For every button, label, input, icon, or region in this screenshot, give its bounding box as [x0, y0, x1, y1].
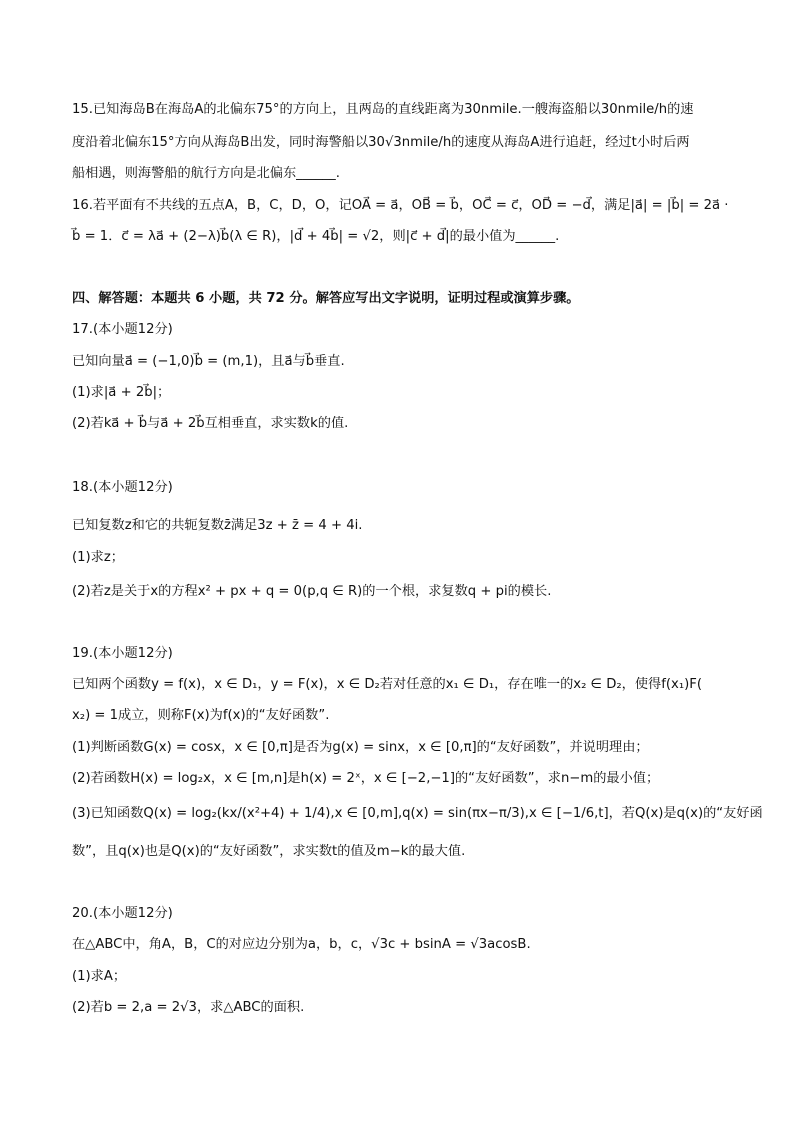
q18-line-3: (2)若z是关于x的方程x² + px + q = 0(p,q ∈ R)的一个根，求复数q + pi的模长. — [72, 584, 552, 599]
q15-line-2: 度沿着北偏东15°方向从海岛B出发，同时海警船以30√3nmile/h的速度从海岛A进行追赶，经过t小时后两 — [72, 135, 690, 150]
q19-heading: 19.(本小题12分) — [72, 646, 173, 661]
q20-heading: 20.(本小题12分) — [72, 906, 173, 921]
q19-line-4: (2)若函数H(x) = log₂x，x ∈ [m,n]是h(x) = 2ˣ，x ∈ [−2,−1]的“友好函数”，求n−m的最小值； — [72, 771, 660, 786]
q20-line-1: 在△ABC中，角A，B，C的对应边分别为a，b，c，√3c + bsinA = √3acosB. — [72, 937, 531, 952]
q16-line-1: 16.若平面有不共线的五点A，B，C，D，O，记OA⃗ = a⃗，OB⃗ = b⃗，OC⃗ = c⃗，OD⃗ = −d⃗，满足|a⃗| = |b⃗| = 2a⃗ · — [72, 198, 729, 213]
q16-line-2: b⃗ = 1．c⃗ = λa⃗ + (2−λ)b⃗(λ ∈ R)，|d⃗ + 4b⃗| = √2，则|c⃗ + d⃗|的最小值为______. — [72, 229, 560, 244]
q19-line-2: x₂) = 1成立，则称F(x)为f(x)的“友好函数”. — [72, 708, 330, 723]
q19-line-5: (3)已知函数Q(x) = log₂(kx/(x²+4) + 1/4),x ∈ [0,m],q(x) = sin(πx−π/3),x ∈ [−1/6,t]，若Q(x)是q(x)的“友好函 — [72, 806, 763, 821]
q18-line-1: 已知复数z和它的共轭复数z̄满足3z + z̄ = 4 + 4i. — [72, 518, 363, 533]
q15-line-1: 15.已知海岛B在海岛A的北偏东75°的方向上，且两岛的直线距离为30nmile.一艘海盗船以30nmile/h的速 — [72, 102, 694, 117]
q18-line-2: (1)求z； — [72, 550, 124, 565]
q20-line-2: (1)求A； — [72, 969, 127, 984]
q20-line-3: (2)若b = 2,a = 2√3，求△ABC的面积. — [72, 1000, 305, 1015]
q17-line-1: 已知向量a⃗ = (−1,0)b⃗ = (m,1)，且a⃗与b⃗垂直. — [72, 354, 345, 369]
q15-line-3: 船相遇，则海警船的航行方向是北偏东______. — [72, 166, 340, 181]
q18-heading: 18.(本小题12分) — [72, 480, 173, 495]
q19-line-6: 数”，且q(x)也是Q(x)的“友好函数”，求实数t的值及m−k的最大值. — [72, 844, 466, 859]
q17-line-2: (1)求|a⃗ + 2b⃗|； — [72, 385, 171, 400]
q17-line-3: (2)若ka⃗ + b⃗与a⃗ + 2b⃗互相垂直，求实数k的值. — [72, 416, 349, 431]
q19-line-1: 已知两个函数y = f(x)，x ∈ D₁，y = F(x)，x ∈ D₂若对任意的x₁ ∈ D₁，存在唯一的x₂ ∈ D₂，使得f(x₁)F( — [72, 677, 702, 692]
q17-heading: 17.(本小题12分) — [72, 322, 173, 337]
section-4-heading: 四、解答题：本题共 6 小题，共 72 分。解答应写出文字说明，证明过程或演算步骤。 — [72, 291, 580, 306]
q19-line-3: (1)判断函数G(x) = cosx，x ∈ [0,π]是否为g(x) = sinx，x ∈ [0,π]的“友好函数”，并说明理由； — [72, 740, 649, 755]
